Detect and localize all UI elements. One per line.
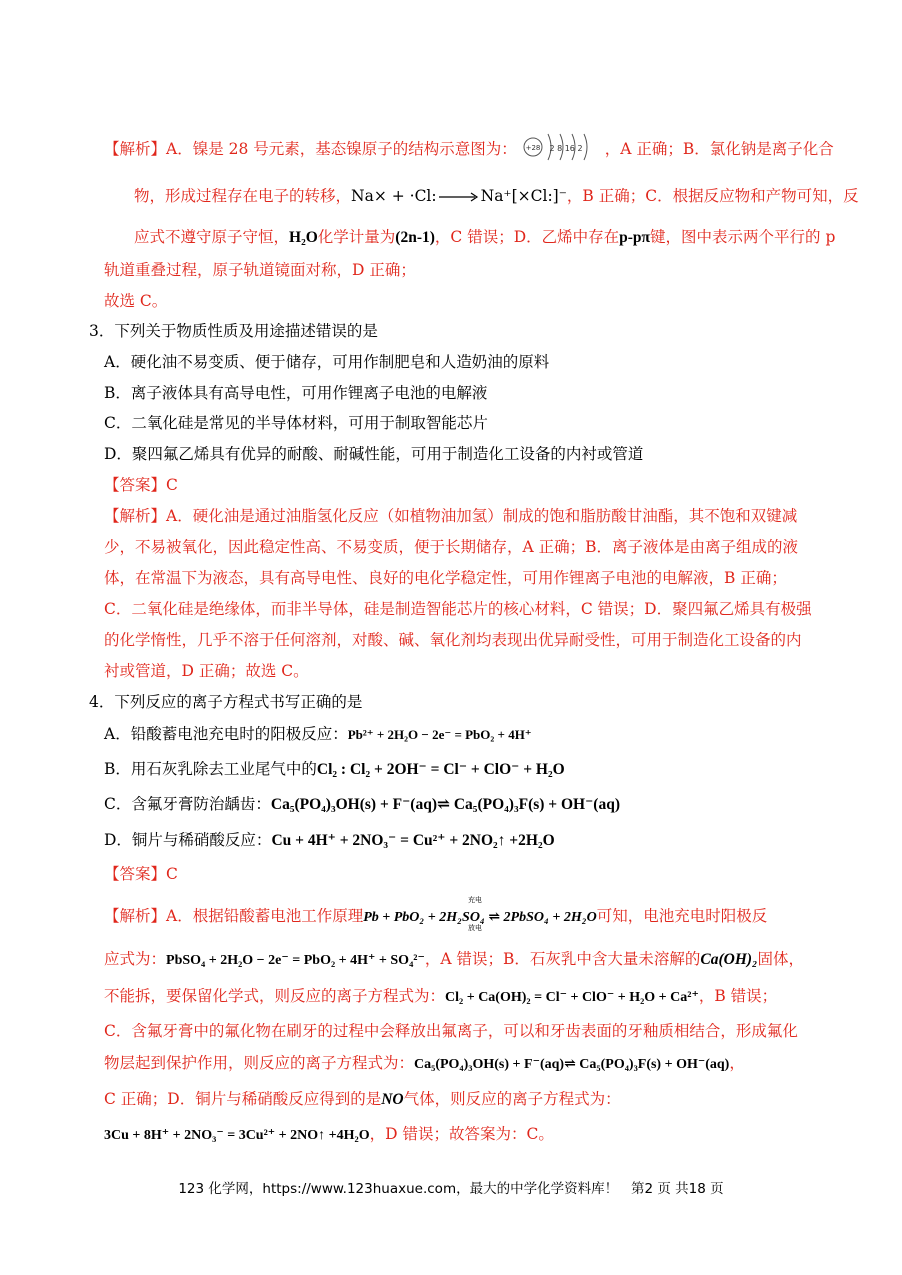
nacl-formation-left: Na× + ·Cl: [351,187,437,205]
page-footer [0,1177,902,1197]
q2-analysis-line-4: 轨道重叠过程，原子轨道镜面对称，D 正确； [104,261,416,279]
q4-option-b: B．用石灰乳除去工业尾气中的Cl₂ : Cl₂ + 2OH⁻ = Cl⁻ + ClO⁻ + H₂O [104,760,565,778]
reaction-arrow-bottom-label: 放电 [468,924,482,932]
q3-analysis-line-2: 少，不易被氧化，因此稳定性高、不易变质，便于长期储存，A 正确；B．离子液体是由离子组成的液 [104,538,799,556]
nickel-atom-structure-diagram [521,131,601,169]
q2-analysis-line-3: 应式不遵守原子守恒，H₂O化学计量为(2n-1)，C 错误；D．乙烯中存在p-pπ键，图中表示两个平行的 p [134,228,836,246]
q4-stem: 4．下列反应的离子方程式书写正确的是 [89,693,363,711]
q4-analysis-line-5: 物层起到保护作用，则反应的离子方程式为：Ca₅(PO₄)₃OH(s) + F⁻(aq)⇌ Ca₅(PO₄)₃F(s) + OH⁻(aq)， [104,1054,745,1072]
q3-option-d: D．聚四氟乙烯具有优异的耐酸、耐碱性能，可用于制造化工设备的内衬或管道 [104,445,644,463]
q2-analysis-line-1: 【解析】A．镍是 28 号元素，基态镍原子的结构示意图为： +28 2 8 16 2 ，A 正确；B．氯化钠是离子化合 [104,131,834,169]
reaction-arrow-top-label: 充电 [468,896,482,904]
q4-option-d: D．铜片与稀硝酸反应：Cu + 4H⁺ + 2NO₃⁻ = Cu²⁺ + 2NO₂↑ +2H₂O [104,831,555,849]
q4-option-a: A．铅酸蓄电池充电时的阳极反应：Pb²⁺ + 2H₂O − 2e⁻ = PbO₂ + 4H⁺ [104,725,532,743]
footer-page-number: 第2 页 共18 页 [630,1181,724,1197]
q4-analysis-line-4: C．含氟牙膏中的氟化物在刷牙的过程中会释放出氟离子，可以和牙齿表面的牙釉质相结合，形成氟化 [104,1022,798,1040]
long-arrow-icon [437,190,481,204]
q3-option-b: B．离子液体具有高导电性，可用作锂离子电池的电解液 [104,384,488,402]
q3-option-a: A．硬化油不易变质、便于储存，可用作制肥皂和人造奶油的原料 [104,353,550,371]
atom-shells-label: 2 8 16 2 [549,144,583,153]
q4-option-c: C．含氟牙膏防治龋齿：Ca₅(PO₄)₃OH(s) + F⁻(aq)⇌ Ca₅(PO₄)₃F(s) + OH⁻(aq) [104,795,620,813]
q3-stem: 3．下列关于物质性质及用途描述错误的是 [89,322,378,340]
q4-answer: 【答案】C [104,865,178,883]
q3-analysis-line-3: 体，在常温下为液态，具有高导电性、良好的电化学稳定性，可用作锂离子电池的电解液，B 正确； [104,569,787,587]
q2-analysis-line-2: 物，形成过程存在电子的转移，Na× + ·Cl: Na⁺[×Cl:]⁻，B 正确；C．根据反应物和产物可知，反 [134,187,859,205]
q3-answer: 【答案】C [104,476,178,494]
q3-analysis-line-4: C．二氧化硅是绝缘体，而非半导体，硅是制造智能芯片的核心材料，C 错误；D．聚四氟乙烯具有极强 [104,600,812,618]
nacl-formation-right: Na⁺[×Cl:]⁻ [480,187,567,205]
footer-site-text: 123 化学网，https://www.123huaxue.com，最大的中学化学资料库！ [178,1181,619,1197]
q4-analysis-line-2: 应式为：PbSO₄ + 2H₂O − 2e⁻ = PbO₂ + 4H⁺ + SO₄²⁻，A 错误；B．石灰乳中含大量未溶解的Ca(OH)₂固体， [104,950,804,968]
q4-analysis-line-3: 不能拆，要保留化学式，则反应的离子方程式为：Cl₂ + Ca(OH)₂ = Cl⁻ + ClO⁻ + H₂O + Ca²⁺，B 错误； [104,987,778,1005]
atom-nucleus-label: +28 [525,144,541,152]
q2-analysis-line-5: 故选 C。 [104,292,168,310]
q4-analysis-line-1: 【解析】A．根据铅酸蓄电池工作原理Pb + PbO₂ + 2H₂SO₄ ⇌ 2PbSO₄ + 2H₂O可知，电池充电时阳极反 [104,907,768,925]
q3-option-c: C．二氧化硅是常见的半导体材料，可用于制取智能芯片 [104,414,488,432]
q3-analysis-line-6: 衬或管道，D 正确；故选 C。 [104,662,309,680]
q4-analysis-line-6: C 正确；D．铜片与稀硝酸反应得到的是NO气体，则反应的离子方程式为： [104,1090,621,1108]
q3-analysis-line-1: 【解析】A．硬化油是通过油脂氢化反应（如植物油加氢）制成的饱和脂肪酸甘油酯，其不饱和双键减 [104,507,798,525]
q3-analysis-line-5: 的化学惰性，几乎不溶于任何溶剂，对酸、碱、氧化剂均表现出优异耐受性，可用于制造化工设备的内 [104,631,802,649]
q4-analysis-line-7: 3Cu + 8H⁺ + 2NO₃⁻ = 3Cu²⁺ + 2NO↑ +4H₂O，D 错误；故答案为：C。 [104,1125,554,1143]
